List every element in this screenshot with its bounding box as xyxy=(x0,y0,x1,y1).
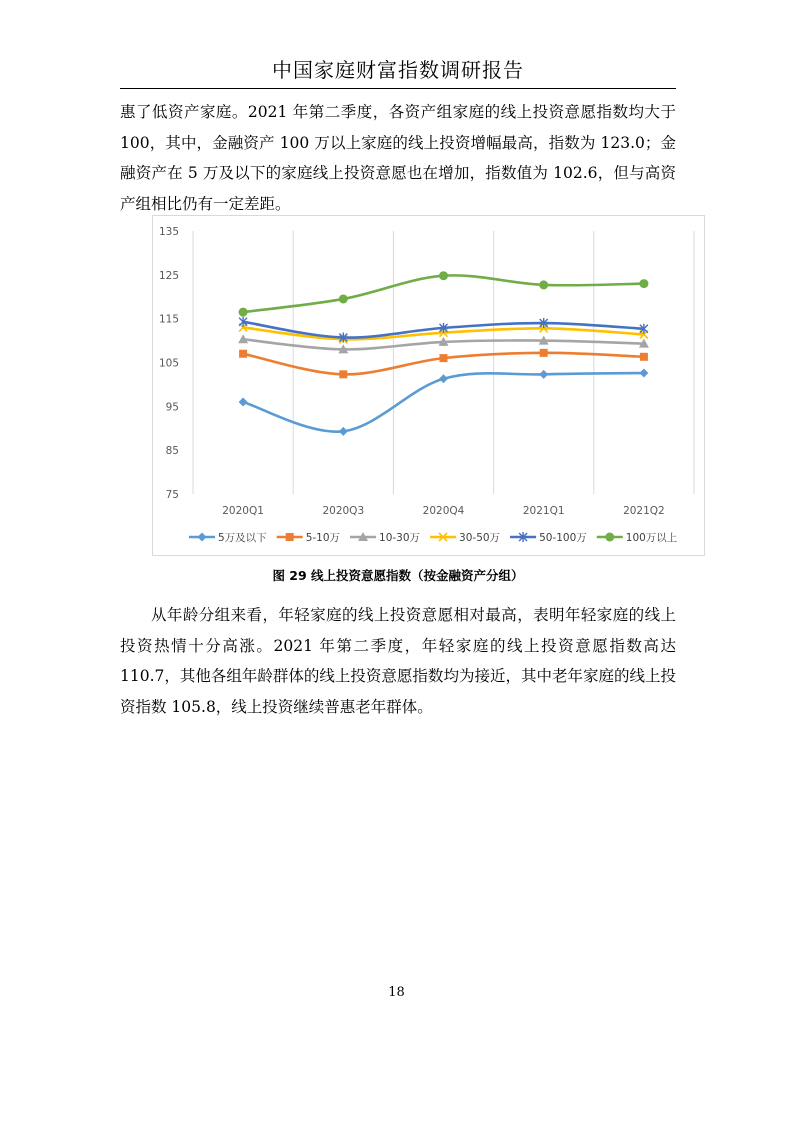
x-tick-label: 2020Q1 xyxy=(222,505,264,517)
legend-label: 100万以上 xyxy=(625,532,678,544)
x-tick-label: 2021Q1 xyxy=(522,505,565,517)
data-point-5 xyxy=(239,308,248,317)
data-point-5 xyxy=(639,279,648,288)
y-tick-label: 95 xyxy=(165,401,179,414)
legend-marker-1 xyxy=(286,533,294,541)
page-header: 中国家庭财富指数调研报告 xyxy=(272,58,524,82)
data-point-1 xyxy=(339,370,347,378)
legend-label: 30-50万 xyxy=(459,532,501,544)
data-point-0 xyxy=(239,397,248,406)
legend-marker-0 xyxy=(198,533,207,542)
header-rule xyxy=(120,88,676,89)
y-tick-label: 85 xyxy=(165,445,179,458)
page-number: 18 xyxy=(388,985,405,1000)
x-tick-label: 2020Q3 xyxy=(322,505,365,517)
paragraph-2: 从年龄分组来看，年轻家庭的线上投资意愿相对最高，表明年轻家庭的线上投资热情十分高涨。2021 年第二季度，年轻家庭的线上投资意愿指数高达 110.7，其他各组年龄群体的线上投资意愿指数均为接近，其中老年家庭的线上投资指数 105.8，线上投资继续普惠老年群体。 xyxy=(120,606,676,716)
paragraph-1: 惠了低资产家庭。2021 年第二季度，各资产组家庭的线上投资意愿指数均大于 100，其中，金融资产 100 万以上家庭的线上投资增幅最高，指数为 123.0；金融资产在 5 万及以下的家庭线上投资意愿也在增加，指数值为 102.6，但与高资产组相比仍有一定差距。 xyxy=(120,103,676,213)
y-tick-label: 135 xyxy=(158,226,179,238)
series-line-5 xyxy=(243,275,644,312)
data-point-0 xyxy=(539,370,548,379)
legend-label: 50-100万 xyxy=(539,532,587,544)
data-point-5 xyxy=(339,294,348,303)
y-tick-label: 115 xyxy=(158,313,179,326)
legend-label: 10-30万 xyxy=(379,532,421,544)
x-tick-label: 2020Q4 xyxy=(422,505,465,517)
y-tick-label: 75 xyxy=(165,489,179,501)
data-point-5 xyxy=(439,271,448,280)
data-point-1 xyxy=(440,354,448,362)
legend-marker-5 xyxy=(605,533,614,542)
data-point-1 xyxy=(239,350,247,358)
data-point-1 xyxy=(640,353,648,361)
y-tick-label: 105 xyxy=(158,357,179,370)
data-point-0 xyxy=(439,374,448,383)
data-point-5 xyxy=(539,280,548,289)
chart-svg xyxy=(153,216,706,557)
figure-caption: 图 29 线上投资意愿指数（按金融资产分组） xyxy=(272,568,524,583)
legend-label: 5-10万 xyxy=(305,532,341,544)
data-point-1 xyxy=(540,349,548,357)
legend-label: 5万及以下 xyxy=(218,532,267,544)
y-tick-label: 125 xyxy=(158,269,179,282)
line-chart xyxy=(152,215,705,556)
x-tick-label: 2021Q2 xyxy=(623,505,665,517)
data-point-0 xyxy=(639,369,648,378)
data-point-0 xyxy=(339,427,348,436)
